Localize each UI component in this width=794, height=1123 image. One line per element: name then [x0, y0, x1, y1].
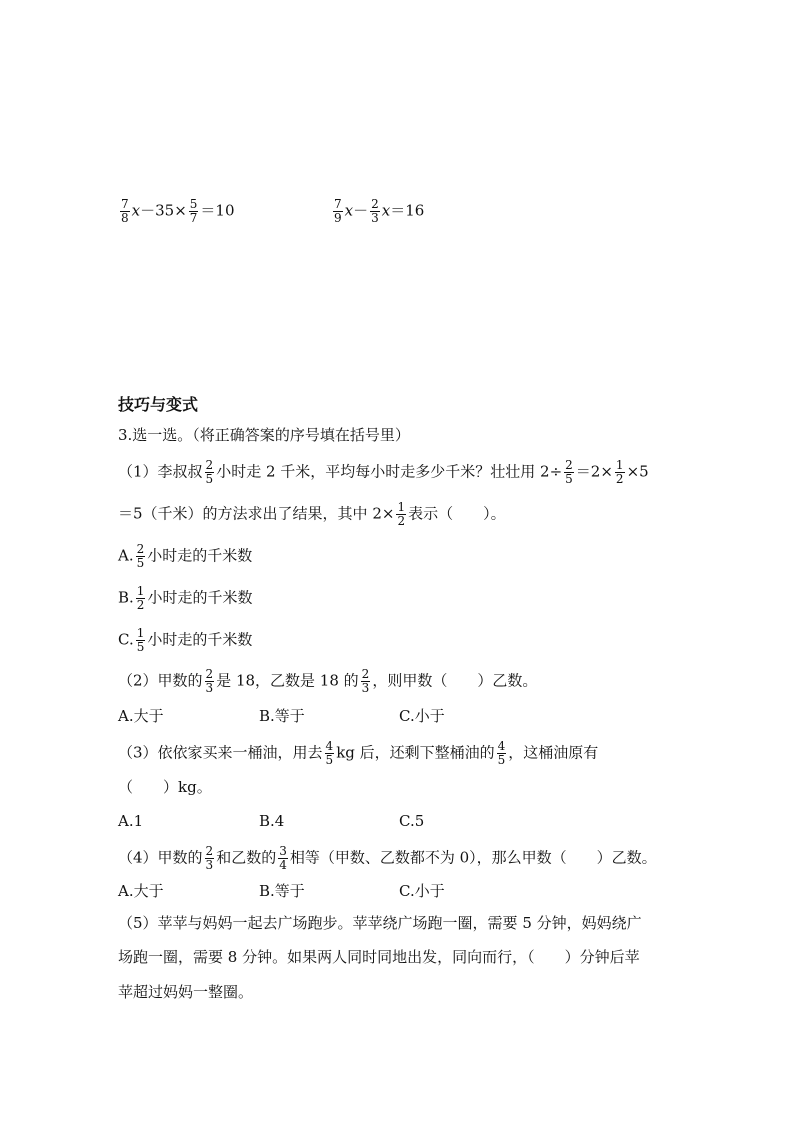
fraction: $\frac{2}{5}$ — [136, 542, 145, 570]
fraction: $\frac{1}{5}$ — [136, 626, 145, 654]
q2-line: （2）甲数的 $\frac{2}{3}$ 是 18，乙数是 18 的 $\frac{2}{3}$ ，则甲数（ ）乙数。 — [118, 667, 538, 695]
q3-line2: （ ）kg。 — [118, 778, 212, 796]
q5-line1: （5）苹苹与妈妈一起去广场跑步。苹苹绕广场跑一圈，需要 5 分钟，妈妈绕广 — [118, 914, 642, 932]
q1-line2: ＝5（千米）的方法求出了结果，其中 2× $\frac{1}{2}$ 表示（ ）。 — [118, 500, 506, 528]
q1-option-b: B. $\frac{1}{2}$ 小时走的千米数 — [118, 584, 253, 612]
question-stem: 3.选一选。（将正确答案的序号填在括号里） — [118, 426, 410, 444]
fraction: $\frac{2}{5}$ — [565, 458, 573, 486]
q4-option-b: B.等于 — [259, 882, 305, 900]
equation-2: $\frac{7}{9}$ x－ $\frac{2}{3}$ x＝16 — [334, 197, 425, 225]
section-title: 技巧与变式 — [118, 395, 199, 414]
q3-option-a: A.1 — [118, 812, 144, 830]
fraction: $\frac{5}{7}$ — [189, 197, 198, 225]
q3-line1: （3）依依家买来一桶油，用去 $\frac{4}{5}$ kg 后，还剩下整桶油的 $\frac{4}{5}$ ，这桶油原有 — [118, 739, 599, 767]
q2-option-c: C.小于 — [399, 707, 445, 725]
q1-line1: （1）李叔叔 $\frac{2}{5}$ 小时走 2 千米，平均每小时走多少千米？壮壮用 2÷ $\frac{2}{5}$ ＝2× $\frac{1}{2}$ ×5 — [118, 458, 649, 486]
fraction: $\frac{1}{2}$ — [615, 458, 624, 486]
q1-option-a: A. $\frac{2}{5}$ 小时走的千米数 — [118, 542, 253, 570]
fraction: $\frac{2}{5}$ — [205, 458, 214, 486]
q2-option-a: A.大于 — [118, 707, 164, 725]
q4-line: （4）甲数的 $\frac{2}{3}$ 和乙数的 $\frac{3}{4}$ 相等（甲数、乙数都不为 0），那么甲数（ ）乙数。 — [118, 844, 657, 872]
fraction: $\frac{2}{3}$ — [205, 667, 214, 695]
fraction: $\frac{1}{2}$ — [397, 500, 406, 528]
fraction: $\frac{2}{3}$ — [361, 667, 370, 695]
q2-option-b: B.等于 — [259, 707, 305, 725]
fraction: $\frac{4}{5}$ — [325, 739, 334, 767]
q1-option-c: C. $\frac{1}{5}$ 小时走的千米数 — [118, 626, 253, 654]
q3-option-b: B.4 — [259, 812, 285, 830]
fraction: $\frac{4}{5}$ — [497, 739, 506, 767]
fraction: $\frac{1}{2}$ — [136, 584, 145, 612]
fraction: $\frac{3}{4}$ — [279, 844, 287, 872]
q3-option-c: C.5 — [399, 812, 425, 830]
equation-1: $\frac{7}{8}$ x－35× $\frac{5}{7}$ ＝10 — [121, 197, 235, 225]
q5-line3: 苹超过妈妈一整圈。 — [118, 983, 254, 1001]
fraction: $\frac{7}{9}$ — [334, 197, 342, 225]
q4-option-c: C.小于 — [399, 882, 445, 900]
q4-option-a: A.大于 — [118, 882, 164, 900]
fraction: $\frac{2}{3}$ — [371, 197, 379, 225]
q5-line2: 场跑一圈，需要 8 分钟。如果两人同时同地出发，同向而行，（ ）分钟后苹 — [118, 948, 640, 966]
fraction: $\frac{7}{8}$ — [121, 197, 129, 225]
fraction: $\frac{2}{3}$ — [205, 844, 214, 872]
